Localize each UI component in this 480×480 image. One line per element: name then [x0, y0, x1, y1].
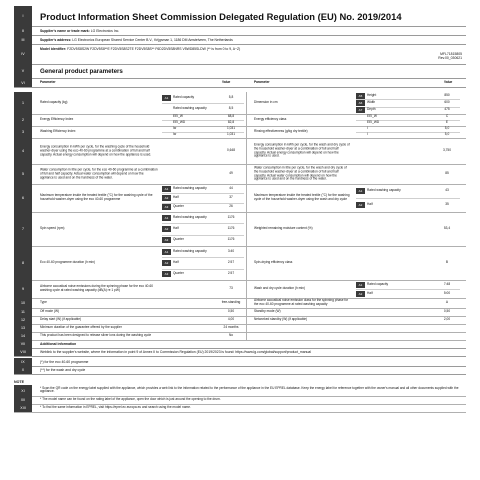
row-number: 9	[14, 280, 32, 298]
parameter-label: Energy consumption in kWh per cycle, for the washing cycle of the household washer-dryer using the eco 40-60 programme at a combination of full and half capacity. Actual energy consumption will depend on how the appliance is used.	[40, 144, 152, 156]
parameter-label: Airborne acoustical noise emissions during the spinning phase for the eco 40-60 washing cycle at rated washing capacity (dB(A) re 1 pW)	[40, 284, 154, 292]
row-number: 3	[14, 126, 32, 138]
row-number: VII	[14, 340, 32, 348]
value-label: EEI_WD	[173, 120, 186, 125]
column-header-parameter: Parameter	[40, 79, 56, 84]
load-badge: A3	[162, 271, 171, 277]
address-label: Supplier's address:	[40, 37, 72, 42]
row-number: 2	[14, 114, 32, 126]
value-label: Height	[367, 92, 377, 97]
parameter-value: 1176	[227, 237, 235, 242]
row-number: VIII	[14, 348, 32, 356]
right-value-entry	[356, 184, 460, 199]
row-number: 14	[14, 332, 32, 340]
table-row	[14, 184, 466, 213]
parameter-label: Standby mode (W)	[254, 309, 281, 314]
right-value-entry	[356, 198, 460, 212]
page-title: Product Information Sheet Commission Delegated Regulation (EU) No. 2019/2014	[40, 11, 402, 22]
left-value-entry	[162, 203, 244, 212]
additional-title: Additional information	[40, 342, 77, 346]
value-label: Rated capacity	[367, 281, 389, 286]
parameter-label: Eco 40-60 programme duration (h:min)	[40, 260, 95, 265]
left-value-entry	[162, 324, 244, 332]
column-divider	[246, 280, 247, 298]
left-value-entry	[162, 164, 244, 184]
column-divider	[246, 138, 247, 164]
load-badge: A1	[162, 95, 171, 101]
value-label: Rated washing capacity	[173, 185, 207, 190]
table-row	[14, 280, 466, 299]
model-line	[40, 47, 240, 51]
value-label: Depth	[367, 107, 376, 112]
column-divider	[246, 212, 247, 246]
right-value-entry	[356, 138, 460, 164]
weblink-text[interactable]: Weblink to the supplier's website, where the information in point 9 of Annex II to Commission Regulation (EU) 2019/2023 is found: https://www.lg.com/global/support/product_manual	[40, 350, 312, 354]
parameter-value: 73	[229, 286, 233, 291]
left-value-entry	[162, 103, 244, 114]
column-divider	[246, 246, 247, 280]
row-number: XII	[14, 396, 32, 404]
parameter-label: Energy efficiency class	[254, 117, 287, 122]
parameter-value: 1,031	[227, 132, 235, 137]
note-row	[14, 404, 466, 413]
note-text: * Scan the QR code on the energy label supplied with the appliance, which provides a web link to the information related to the performance of the appliance in the EU EPREL database. Keep the energy label for reference together with the owner's manual and all other documents supplied with the appliance.	[40, 385, 459, 394]
column-divider	[246, 184, 247, 212]
column-divider	[246, 92, 247, 114]
revision-code: Rev.00_030621	[438, 56, 462, 60]
parameter-value: B	[445, 260, 449, 265]
parameter-value: 2,00	[443, 317, 451, 322]
parameter-label: Water consumption in litre per cycle, for the wash and dry cycle of the household washer-dryer at a combination of full and half capacity. Actual water consumption will depend on how the appliance is used and on the hardness of the water.	[254, 165, 347, 181]
parameter-value: 1176	[227, 226, 235, 231]
load-badge: A6	[356, 100, 365, 106]
column-header-value: Value	[222, 79, 231, 84]
notes-title: NOTE	[14, 380, 24, 384]
parameter-value: A	[445, 300, 449, 305]
document-reference	[438, 52, 462, 60]
supplier-value: LG Electronics Inc.	[90, 28, 120, 33]
column-divider	[246, 164, 247, 184]
parameter-label: Type	[40, 300, 47, 305]
value-label: Quarter	[173, 237, 184, 242]
parameter-value: 82,8	[227, 120, 235, 125]
weblink-row	[14, 348, 466, 357]
parameter-value: 24 months	[223, 325, 239, 330]
table-row	[14, 138, 466, 165]
left-value-entry	[162, 298, 244, 308]
parameter-label: Minimum duration of the guarantee offered by the supplier	[40, 325, 122, 330]
right-value-entry	[356, 298, 460, 308]
row-number: 7	[14, 212, 32, 246]
right-value-entry	[356, 107, 460, 114]
parameter-value: E	[445, 120, 449, 125]
parameter-label: Rinsing effectiveness (g/kg dry textile)	[254, 129, 308, 134]
value-label: Half	[173, 226, 179, 231]
left-value-entry	[162, 308, 244, 316]
right-value-entry	[356, 246, 460, 280]
parameter-value: 1176	[227, 214, 235, 219]
right-value-entry	[356, 164, 460, 184]
value-label: Iw	[173, 132, 177, 137]
value-label: I	[367, 132, 368, 137]
parameter-value: 43	[445, 188, 449, 193]
parameter-label: Water consumption in litre per cycle, for the eco 40-60 programme at a combination of full and half capacity. Actual water consumption will depend on how the appliance is used and on the hardness of the water.	[40, 167, 158, 179]
note-text: * To find the same information in EPREL, visit https://eprel.ec.europa.eu and search using the model name.	[40, 405, 191, 410]
row-number: X	[14, 366, 32, 374]
parameter-value: 68,8	[227, 114, 235, 119]
parameter-label: Airborne acoustical noise emission class for the spinning phase for the eco 40-60 programme at rated washing capacity	[254, 298, 349, 306]
load-badge: A2	[356, 202, 365, 208]
value-label: Quarter	[173, 271, 184, 276]
left-value-entry	[162, 280, 244, 298]
row-number: 10	[14, 298, 32, 308]
value-label: Rated washing capacity	[173, 105, 207, 110]
value-label: Quarter	[173, 204, 184, 209]
parameter-value: 7:48	[443, 281, 451, 286]
column-divider	[246, 332, 247, 340]
parameter-value: 3:40	[227, 248, 235, 253]
value-label: EEI_W	[367, 114, 377, 119]
row-number: 11	[14, 308, 32, 316]
column-divider	[246, 298, 247, 308]
address-line	[40, 38, 233, 42]
supplier-line	[40, 29, 119, 33]
section-title: General product parameters	[40, 68, 123, 75]
product-information-sheet	[14, 6, 466, 474]
parameter-value: 5,0	[444, 126, 450, 131]
parameter-value: 475	[444, 107, 450, 112]
right-value-entry	[356, 316, 460, 324]
value-label: Rated washing capacity	[173, 248, 207, 253]
column-header-value-right: Value	[444, 79, 453, 84]
parameter-value: 3,750	[443, 148, 451, 153]
row-number: 13	[14, 324, 32, 332]
parameter-label: Spin-drying efficiency class	[254, 260, 293, 265]
load-badge: A3	[162, 204, 171, 210]
load-badge: A7	[356, 107, 365, 113]
parameter-label: Maximum temperature inside the treated textile (°C) for the washing cycle of the household washer-dryer using the eco 40-60 programme	[40, 193, 153, 201]
value-label: I	[367, 126, 368, 131]
row-number: I	[14, 6, 32, 26]
row-number: XIII	[14, 404, 32, 412]
column-header-parameter-right: Parameter	[254, 79, 270, 84]
value-label: Width	[367, 100, 376, 105]
left-value-entry	[162, 138, 244, 164]
section-row	[14, 64, 466, 79]
row-number: IX	[14, 358, 32, 366]
row-number: VI	[14, 78, 32, 87]
row-number: II	[14, 26, 32, 35]
row-number: III	[14, 35, 32, 44]
parameter-label: Energy Efficiency Index	[40, 117, 74, 122]
row-number: 4	[14, 138, 32, 164]
parameter-value: free-standing	[221, 300, 241, 305]
parameter-label: Dimension in cm	[254, 100, 278, 105]
load-badge: A1	[356, 188, 365, 194]
table-row	[14, 92, 466, 115]
footnote-text: (*) for the eco 40-60 programme	[40, 360, 89, 364]
column-divider	[246, 308, 247, 316]
model-label: Model identifier:	[40, 47, 67, 51]
parameter-label: Wash and dry cycle duration (h:min)	[254, 286, 305, 291]
parameter-value: No	[228, 333, 234, 338]
title-row	[14, 6, 466, 27]
model-row	[14, 44, 466, 65]
parameter-value: 53,4	[443, 226, 451, 231]
parameter-value: 26	[229, 204, 233, 209]
parameter-value: 0,648	[227, 148, 235, 153]
parameter-label: Networked standby (W) (if applicable)	[254, 317, 308, 322]
value-label: Rated washing capacity	[173, 214, 207, 219]
parameter-value: 2:57	[227, 260, 235, 265]
row-number: V	[14, 64, 32, 78]
load-badge: A5	[356, 93, 365, 99]
footnote-row	[14, 366, 466, 375]
footnote-text: (**) for the wash and dry cycle	[40, 368, 86, 372]
value-label: Half	[173, 195, 179, 200]
parameter-value: 5,0	[444, 132, 450, 137]
parameter-value: C	[445, 114, 449, 119]
row-number: 1	[14, 92, 32, 114]
value-label: Half	[367, 202, 373, 207]
parameter-value: 44	[229, 185, 233, 190]
load-badge: A1	[162, 186, 171, 192]
table-row	[14, 212, 466, 247]
parameter-value: 37	[229, 195, 233, 200]
supplier-label: Supplier's name or trade mark:	[40, 28, 90, 33]
value-label: Rated washing capacity	[367, 188, 401, 193]
value-label: EEI_W	[173, 114, 183, 119]
load-badge: A2	[162, 260, 171, 266]
load-badge: A1	[162, 215, 171, 221]
parameter-value: 0,50	[227, 309, 235, 314]
parameter-label: Spin speed (rpm)	[40, 226, 65, 231]
load-badge: A2	[162, 226, 171, 232]
parameter-label: Washing Efficiency Index	[40, 129, 76, 134]
parameter-label: Energy consumption in kWh per cycle, for the wash and dry cycle of the household washer-dryer at a combination of full and half capacity. Actual energy consumption will depend on how the appliance is used.	[254, 142, 350, 158]
load-badge: A1	[356, 282, 365, 288]
parameter-label: Delay start (W) (if applicable)	[40, 317, 82, 322]
parameter-value: 49	[229, 171, 233, 176]
load-badge: A3	[162, 237, 171, 243]
column-divider	[246, 316, 247, 324]
row-number: 5	[14, 164, 32, 184]
parameter-label: Maximum temperature inside the treated textile (°C) for the washing cycle of the household washer-dryer using the wash and dry cycle	[254, 193, 350, 201]
model-value: F2DV5S8S2W F2DV5S8**E F2DV5S8S2TE F2DV5S8S** F6D2DV5S8NRS V5WD85SLDW (** is from 0 to 9, A~Z)	[67, 47, 241, 51]
reference-code: MFL71815805	[440, 52, 462, 56]
parameter-value: 5,8	[228, 94, 234, 99]
left-value-entry	[162, 316, 244, 324]
right-value-entry	[356, 308, 460, 316]
value-label: Half	[367, 290, 373, 295]
column-divider	[246, 114, 247, 126]
parameter-value: 8,5	[228, 105, 234, 110]
parameter-label: This product has been designed to release silver ions during the washing cycle	[40, 333, 152, 338]
row-number: 8	[14, 246, 32, 280]
table-row	[14, 246, 466, 281]
parameter-value: 85	[445, 171, 449, 176]
parameter-value: 35	[445, 202, 449, 207]
value-label: Half	[173, 260, 179, 265]
parameter-value: 0,50	[443, 309, 451, 314]
parameter-value: 1,031	[227, 126, 235, 131]
left-value-entry	[162, 269, 244, 280]
parameter-label: Weighted remaining moisture content (%)	[254, 226, 313, 231]
parameter-value: 600	[444, 100, 450, 105]
table-header-row	[14, 78, 466, 88]
left-value-entry	[162, 332, 244, 340]
parameter-value: 5:00	[443, 290, 451, 295]
value-label: EEI_WD	[367, 120, 380, 125]
row-number: IV	[14, 44, 32, 64]
row-number: 6	[14, 184, 32, 212]
column-divider	[246, 126, 247, 138]
row-number: XI	[14, 385, 32, 396]
load-badge: A1	[162, 249, 171, 255]
address-value: LG Electronics European Shared Service Center B.V., Krijgsman 1, 1186 DM Amstelveen, The Netherlands	[72, 37, 233, 42]
parameter-value: 850	[444, 92, 450, 97]
parameter-label: Off mode (W)	[40, 309, 60, 314]
parameter-label: Rated capacity (kg)	[40, 100, 68, 105]
parameter-value: 2:57	[227, 271, 235, 276]
left-value-entry	[162, 235, 244, 246]
note-text: * The model name can be found on the rating label of the appliance, open the door which is just around the opening to the drum.	[40, 397, 221, 402]
value-label: Iw	[173, 126, 177, 131]
load-badge: A2	[356, 291, 365, 297]
value-label: Rated capacity	[173, 94, 195, 99]
right-value-entry	[356, 212, 460, 246]
table-row	[14, 164, 466, 185]
right-value-entry	[356, 289, 460, 298]
row-number: 12	[14, 316, 32, 324]
load-badge: A2	[162, 195, 171, 201]
parameter-value: 4,00	[227, 317, 235, 322]
column-divider	[246, 324, 247, 332]
